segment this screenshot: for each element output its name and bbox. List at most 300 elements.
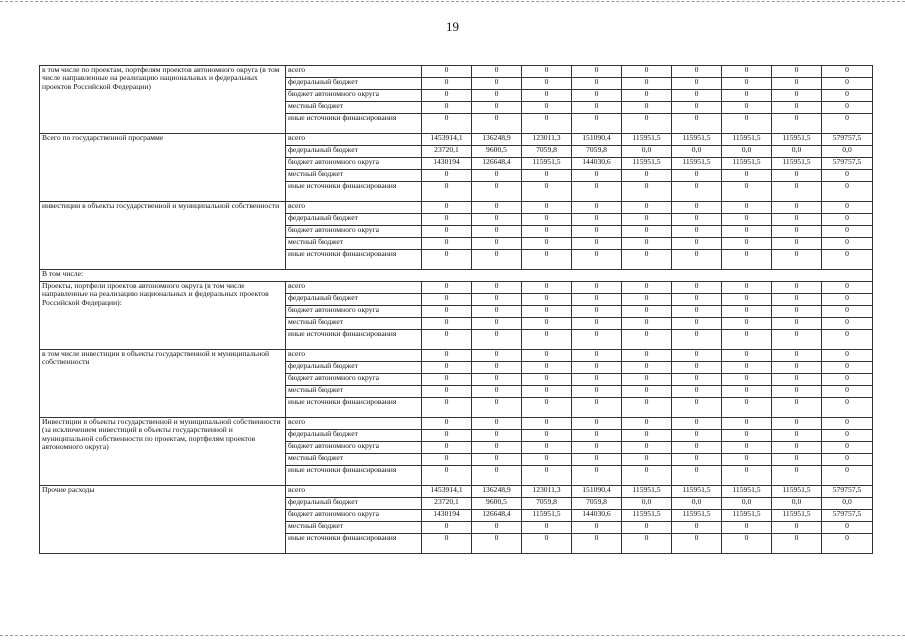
value-cell: 0 [672, 442, 722, 454]
value-cell: 0 [622, 386, 672, 398]
value-cell: 0 [572, 522, 622, 534]
value-cell: 0 [572, 398, 622, 418]
value-cell: 0 [572, 306, 622, 318]
value-cell: 0 [822, 182, 873, 202]
value-cell: 0 [822, 522, 873, 534]
value-cell: 0 [572, 114, 622, 134]
value-cell: 0,0 [672, 498, 722, 510]
value-cell: 0 [472, 66, 522, 78]
value-cell: 0 [422, 330, 472, 350]
value-cell: 0 [772, 226, 822, 238]
value-cell: 0 [572, 534, 622, 554]
value-cell: 0 [622, 202, 672, 214]
funding-source: местный бюджет [286, 522, 422, 534]
value-cell: 0 [622, 226, 672, 238]
value-cell: 1453914,1 [422, 134, 472, 146]
value-cell: 0 [472, 522, 522, 534]
value-cell: 0 [472, 350, 522, 362]
value-cell: 0 [672, 170, 722, 182]
value-cell: 0 [772, 350, 822, 362]
value-cell: 0 [622, 306, 672, 318]
table-row [40, 486, 873, 498]
value-cell: 0 [522, 330, 572, 350]
value-cell: 0 [722, 418, 772, 430]
value-cell: 0 [622, 350, 672, 362]
value-cell: 0 [572, 202, 622, 214]
value-cell: 0 [772, 466, 822, 486]
value-cell: 0 [722, 386, 772, 398]
value-cell: 0 [422, 430, 472, 442]
value-cell: 0 [572, 226, 622, 238]
value-cell: 0 [522, 350, 572, 362]
value-cell: 0 [772, 170, 822, 182]
value-cell: 115951,5 [722, 486, 772, 498]
value-cell: 0 [722, 78, 772, 90]
value-cell: 123011,3 [522, 486, 572, 498]
value-cell: 0 [422, 202, 472, 214]
value-cell: 0 [522, 374, 572, 386]
funding-source: всего [286, 66, 422, 78]
value-cell: 115951,5 [722, 510, 772, 522]
value-cell: 0 [522, 90, 572, 102]
scan-edge-bottom [0, 635, 905, 636]
value-cell: 0 [522, 294, 572, 306]
value-cell: 0 [622, 66, 672, 78]
value-cell: 0 [722, 102, 772, 114]
value-cell: 0 [822, 386, 873, 398]
funding-source: местный бюджет [286, 318, 422, 330]
value-cell: 0 [472, 306, 522, 318]
value-cell: 0 [472, 362, 522, 374]
value-cell: 0 [422, 238, 472, 250]
value-cell: 0 [722, 66, 772, 78]
funding-source: всего [286, 486, 422, 498]
value-cell: 0 [622, 534, 672, 554]
value-cell: 0 [772, 102, 822, 114]
value-cell: 0 [572, 102, 622, 114]
value-cell: 0 [472, 182, 522, 202]
value-cell: 0 [672, 374, 722, 386]
funding-source: федеральный бюджет [286, 214, 422, 226]
value-cell: 0 [472, 226, 522, 238]
value-cell: 0 [622, 238, 672, 250]
value-cell: 0 [772, 66, 822, 78]
table-row [40, 66, 873, 78]
value-cell: 0 [622, 250, 672, 270]
value-cell: 0 [722, 214, 772, 226]
value-cell: 0 [472, 102, 522, 114]
value-cell: 0 [622, 398, 672, 418]
value-cell: 0 [672, 398, 722, 418]
section-label: В том числе: [40, 270, 873, 282]
value-cell: 0 [422, 454, 472, 466]
value-cell: 0 [772, 330, 822, 350]
value-cell: 0 [822, 202, 873, 214]
value-cell: 0 [572, 418, 622, 430]
value-cell: 0 [822, 214, 873, 226]
funding-source: всего [286, 202, 422, 214]
value-cell: 0 [822, 114, 873, 134]
value-cell: 9600,5 [472, 146, 522, 158]
value-cell: 0 [672, 78, 722, 90]
value-cell: 0 [672, 202, 722, 214]
value-cell: 0 [422, 182, 472, 202]
funding-source: всего [286, 350, 422, 362]
page-number: 19 [446, 19, 459, 34]
value-cell: 0 [672, 330, 722, 350]
value-cell: 0 [422, 534, 472, 554]
value-cell: 0 [522, 398, 572, 418]
value-cell: 0 [672, 454, 722, 466]
value-cell: 0 [472, 534, 522, 554]
value-cell: 0 [622, 182, 672, 202]
value-cell: 0 [472, 466, 522, 486]
value-cell: 7059,8 [572, 146, 622, 158]
value-cell: 0 [672, 418, 722, 430]
value-cell: 0 [722, 306, 772, 318]
funding-source: местный бюджет [286, 102, 422, 114]
value-cell: 0 [672, 430, 722, 442]
value-cell: 115951,5 [772, 510, 822, 522]
funding-source: иные источники финансирования [286, 182, 422, 202]
value-cell: 0 [672, 226, 722, 238]
table-row [40, 202, 873, 214]
value-cell: 0 [772, 182, 822, 202]
value-cell: 0 [672, 534, 722, 554]
value-cell: 0 [572, 430, 622, 442]
value-cell: 0 [622, 294, 672, 306]
value-cell: 0 [522, 114, 572, 134]
value-cell: 0 [472, 90, 522, 102]
value-cell: 0 [472, 250, 522, 270]
funding-source: иные источники финансирования [286, 250, 422, 270]
value-cell: 0,0 [622, 498, 672, 510]
value-cell: 0 [622, 170, 672, 182]
funding-source: местный бюджет [286, 238, 422, 250]
value-cell: 123011,3 [522, 134, 572, 146]
value-cell: 0 [822, 362, 873, 374]
value-cell: 0 [772, 522, 822, 534]
value-cell: 0 [522, 318, 572, 330]
value-cell: 0 [772, 90, 822, 102]
value-cell: 0 [472, 430, 522, 442]
value-cell: 0 [522, 362, 572, 374]
value-cell: 0,0 [822, 498, 873, 510]
value-cell: 7059,8 [522, 146, 572, 158]
value-cell: 0 [822, 318, 873, 330]
value-cell: 0 [522, 214, 572, 226]
value-cell: 0 [672, 386, 722, 398]
value-cell: 0 [422, 102, 472, 114]
value-cell: 136248,9 [472, 486, 522, 498]
value-cell: 126648,4 [472, 158, 522, 170]
value-cell: 0 [822, 350, 873, 362]
value-cell: 0 [622, 318, 672, 330]
value-cell: 115951,5 [772, 486, 822, 498]
value-cell: 0,0 [722, 498, 772, 510]
value-cell: 151090,4 [572, 134, 622, 146]
value-cell: 0 [772, 430, 822, 442]
value-cell: 0 [622, 430, 672, 442]
budget-table [39, 65, 873, 554]
table-row [40, 134, 873, 146]
value-cell: 0 [472, 78, 522, 90]
value-cell: 0 [722, 374, 772, 386]
value-cell: 0 [522, 466, 572, 486]
value-cell: 0 [472, 214, 522, 226]
funding-source: иные источники финансирования [286, 114, 422, 134]
value-cell: 0 [722, 362, 772, 374]
budget-table-body [40, 66, 873, 554]
funding-source: местный бюджет [286, 454, 422, 466]
value-cell: 0 [622, 522, 672, 534]
value-cell: 0 [672, 66, 722, 78]
funding-source: бюджет автономного округа [286, 374, 422, 386]
value-cell: 0 [822, 90, 873, 102]
value-cell: 0 [472, 294, 522, 306]
value-cell: 0 [672, 102, 722, 114]
value-cell: 0 [722, 330, 772, 350]
value-cell: 0 [572, 362, 622, 374]
value-cell: 0 [622, 466, 672, 486]
value-cell: 0 [772, 534, 822, 554]
value-cell: 0 [772, 282, 822, 294]
group-label: Всего по государственной программе [40, 134, 286, 202]
value-cell: 0 [572, 330, 622, 350]
value-cell: 0 [822, 442, 873, 454]
value-cell: 0 [522, 454, 572, 466]
funding-source: всего [286, 418, 422, 430]
value-cell: 0 [822, 66, 873, 78]
value-cell: 0 [472, 454, 522, 466]
value-cell: 0 [472, 398, 522, 418]
value-cell: 0 [422, 398, 472, 418]
value-cell: 0 [472, 202, 522, 214]
value-cell: 0 [772, 442, 822, 454]
value-cell: 0 [422, 522, 472, 534]
value-cell: 0 [472, 374, 522, 386]
value-cell: 0 [422, 250, 472, 270]
value-cell: 7059,8 [572, 498, 622, 510]
value-cell: 0 [722, 170, 772, 182]
funding-source: всего [286, 282, 422, 294]
value-cell: 0 [622, 374, 672, 386]
value-cell: 0 [722, 442, 772, 454]
table-row [40, 282, 873, 294]
value-cell: 0 [672, 318, 722, 330]
value-cell: 0 [522, 66, 572, 78]
value-cell: 0 [772, 318, 822, 330]
value-cell: 0 [422, 306, 472, 318]
value-cell: 0,0 [672, 146, 722, 158]
table-row [40, 418, 873, 430]
value-cell: 0 [422, 66, 472, 78]
group-label: Прочие расходы [40, 486, 286, 554]
value-cell: 0 [422, 170, 472, 182]
value-cell: 579757,5 [822, 134, 873, 146]
funding-source: федеральный бюджет [286, 146, 422, 158]
value-cell: 0 [572, 318, 622, 330]
value-cell: 0 [772, 238, 822, 250]
value-cell: 0 [822, 430, 873, 442]
value-cell: 0 [722, 398, 772, 418]
value-cell: 0 [722, 182, 772, 202]
value-cell: 0 [522, 282, 572, 294]
scan-edge-top [0, 1, 905, 2]
value-cell: 115951,5 [772, 158, 822, 170]
value-cell: 0 [572, 350, 622, 362]
value-cell: 0 [422, 386, 472, 398]
value-cell: 0 [622, 330, 672, 350]
group-label: в том числе инвестиции в объекты государственной и муниципальной собственности [40, 350, 286, 418]
funding-source: федеральный бюджет [286, 430, 422, 442]
value-cell: 0 [572, 66, 622, 78]
value-cell: 115951,5 [772, 134, 822, 146]
value-cell: 0 [822, 102, 873, 114]
value-cell: 0 [522, 306, 572, 318]
value-cell: 0 [522, 430, 572, 442]
value-cell: 0 [572, 238, 622, 250]
value-cell: 0 [472, 238, 522, 250]
group-label: Проекты, портфели проектов автономного округа (в том числе направленные на реализацию национальных и федеральных проектов Российской Федерации): [40, 282, 286, 350]
value-cell: 0 [772, 78, 822, 90]
value-cell: 0 [772, 374, 822, 386]
value-cell: 0 [722, 202, 772, 214]
value-cell: 9600,5 [472, 498, 522, 510]
value-cell: 115951,5 [522, 510, 572, 522]
value-cell: 0 [722, 282, 772, 294]
funding-source: иные источники финансирования [286, 466, 422, 486]
funding-source: бюджет автономного округа [286, 158, 422, 170]
value-cell: 579757,5 [822, 486, 873, 498]
value-cell: 0 [422, 466, 472, 486]
group-label: инвестиции в объекты государственной и муниципальной собственности [40, 202, 286, 270]
value-cell: 0 [622, 454, 672, 466]
value-cell: 0 [472, 170, 522, 182]
funding-source: федеральный бюджет [286, 498, 422, 510]
funding-source: федеральный бюджет [286, 78, 422, 90]
value-cell: 0 [572, 294, 622, 306]
value-cell: 0,0 [622, 146, 672, 158]
funding-source: бюджет автономного округа [286, 306, 422, 318]
value-cell: 0 [772, 114, 822, 134]
value-cell: 0,0 [772, 498, 822, 510]
value-cell: 0 [672, 90, 722, 102]
value-cell: 0 [522, 78, 572, 90]
value-cell: 0 [522, 238, 572, 250]
value-cell: 0 [822, 282, 873, 294]
value-cell: 0 [722, 350, 772, 362]
value-cell: 0 [572, 442, 622, 454]
value-cell: 115951,5 [672, 158, 722, 170]
value-cell: 0 [822, 454, 873, 466]
value-cell: 579757,5 [822, 510, 873, 522]
value-cell: 579757,5 [822, 158, 873, 170]
value-cell: 0 [422, 78, 472, 90]
table-row [40, 350, 873, 362]
value-cell: 0 [722, 534, 772, 554]
funding-source: иные источники финансирования [286, 534, 422, 554]
value-cell: 0 [672, 522, 722, 534]
value-cell: 0 [772, 418, 822, 430]
value-cell: 115951,5 [622, 158, 672, 170]
value-cell: 0 [522, 522, 572, 534]
value-cell: 151090,4 [572, 486, 622, 498]
value-cell: 0 [772, 398, 822, 418]
value-cell: 0 [722, 318, 772, 330]
value-cell: 0 [672, 362, 722, 374]
value-cell: 0 [722, 114, 772, 134]
value-cell: 0 [622, 214, 672, 226]
value-cell: 0 [822, 78, 873, 90]
value-cell: 0 [422, 214, 472, 226]
value-cell: 0 [522, 534, 572, 554]
value-cell: 0 [572, 182, 622, 202]
value-cell: 115951,5 [622, 486, 672, 498]
value-cell: 0 [822, 294, 873, 306]
funding-source: иные источники финансирования [286, 398, 422, 418]
value-cell: 0 [672, 182, 722, 202]
value-cell: 0 [622, 114, 672, 134]
value-cell: 0 [522, 182, 572, 202]
funding-source: бюджет автономного округа [286, 442, 422, 454]
value-cell: 0 [522, 202, 572, 214]
funding-source: федеральный бюджет [286, 294, 422, 306]
value-cell: 136248,9 [472, 134, 522, 146]
value-cell: 0 [522, 442, 572, 454]
value-cell: 0 [822, 418, 873, 430]
value-cell: 115951,5 [722, 158, 772, 170]
value-cell: 0 [572, 170, 622, 182]
value-cell: 0 [722, 90, 772, 102]
value-cell: 0 [572, 386, 622, 398]
value-cell: 0 [722, 238, 772, 250]
funding-source: бюджет автономного округа [286, 510, 422, 522]
value-cell: 0 [772, 214, 822, 226]
value-cell: 0 [672, 306, 722, 318]
value-cell: 0 [422, 374, 472, 386]
value-cell: 1453914,1 [422, 486, 472, 498]
value-cell: 115951,5 [722, 134, 772, 146]
value-cell: 0 [672, 214, 722, 226]
value-cell: 0 [722, 454, 772, 466]
value-cell: 0 [472, 114, 522, 134]
value-cell: 0 [672, 250, 722, 270]
group-label: Инвестиции в объекты государственной и муниципальной собственности (за исключением инвестиций в объекты государственной и муниципальной собственности по проектам, портфелям проектов автономного округа) [40, 418, 286, 486]
value-cell: 0 [422, 318, 472, 330]
value-cell: 0 [772, 362, 822, 374]
value-cell: 115951,5 [622, 510, 672, 522]
funding-source: иные источники финансирования [286, 330, 422, 350]
value-cell: 0 [622, 78, 672, 90]
value-cell: 0 [822, 374, 873, 386]
value-cell: 0 [822, 330, 873, 350]
value-cell: 0 [822, 238, 873, 250]
value-cell: 0 [522, 102, 572, 114]
value-cell: 0 [572, 90, 622, 102]
value-cell: 0 [472, 282, 522, 294]
funding-source: федеральный бюджет [286, 362, 422, 374]
value-cell: 0 [822, 170, 873, 182]
group-label: в том числе по проектам, портфелям проектов автономного округа (в том числе направленные на реализацию национальных и федеральных проектов Российской Федерации) [40, 66, 286, 134]
value-cell: 0 [572, 454, 622, 466]
value-cell: 0 [522, 226, 572, 238]
funding-source: всего [286, 134, 422, 146]
value-cell: 0,0 [722, 146, 772, 158]
value-cell: 0 [772, 250, 822, 270]
value-cell: 0 [722, 466, 772, 486]
value-cell: 0 [522, 418, 572, 430]
